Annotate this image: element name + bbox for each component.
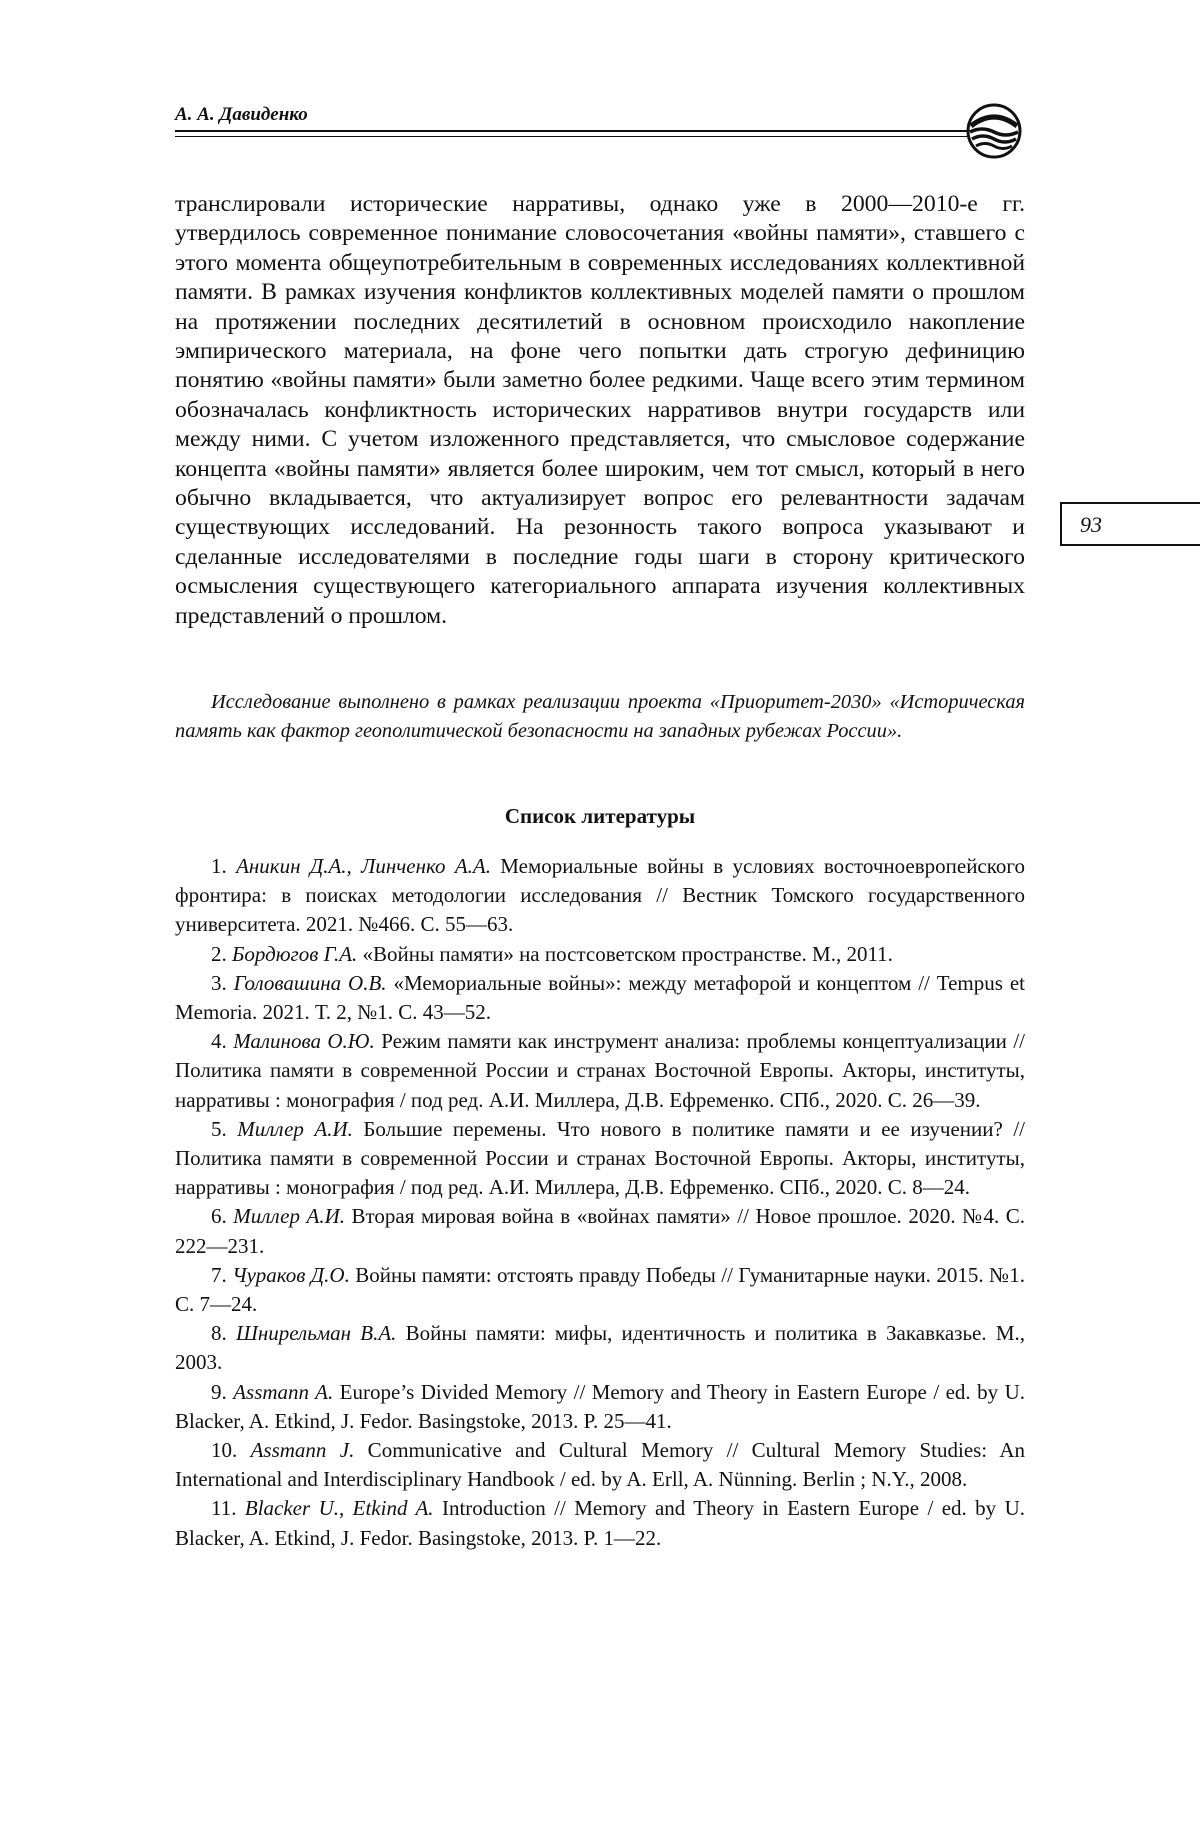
reference-text: Режим памяти как инструмент анализа: проблемы концептуализации // Политика памяти в современной России и странах Восточной Европы. Акторы, институты, нарративы : монография / под ред. А.И. Миллера, Д.В. Ефременко. СПб., 2020. С. 26—39. [175, 1029, 1025, 1112]
reference-authors: Малинова О.Ю. [233, 1029, 375, 1054]
funding-note: Исследование выполнено в рамках реализации проекта «Приоритет-2030» «Историческая память как фактор геополитической безопасности на западных рубежах России». [175, 691, 1025, 742]
reference-number: 2. [211, 941, 232, 966]
reference-item [175, 1319, 1025, 1377]
reference-item [175, 1378, 1025, 1436]
reference-text: Войны памяти: мифы, идентичность и политика в Закавказье. М., 2003. [175, 1321, 1025, 1375]
reference-text: Большие перемены. Что нового в политике памяти и ее изучении? // Политика памяти в современной России и странах Восточной Европы. Акторы, институты, нарративы : монография / под ред. А.И. Миллера, Д.В. Ефременко. СПб., 2020. С. 8—24. [175, 1116, 1025, 1200]
reference-item [175, 1436, 1025, 1494]
reference-authors: Assmann J. [250, 1438, 355, 1463]
reference-number: 9. [211, 1379, 234, 1404]
reference-authors: Миллер А.И. [237, 1116, 353, 1141]
reference-text: Europe’s Divided Memory // Memory and Theory in Eastern Europe / ed. by U. Blacker, A. Etkind, J. Fedor. Basingstoke, 2013. P. 25—41. [175, 1379, 1025, 1433]
reference-text: «Войны памяти» на постсоветском пространстве. М., 2011. [357, 941, 893, 966]
body-paragraph: транслировали исторические нарративы, однако уже в 2000—2010-е гг. утвердилось современное понимание словосочетания «войны памяти», ставшего с этого момента общеупотребительным в современных исследованиях коллективной памяти. В рамках изучения конфликтов коллективных моделей памяти о прошлом на протяжении последних десятилетий в основном происходило накопление эмпирического материала, на фоне чего попытки дать строгую дефиницию понятию «войны памяти» были заметно более редкими. Чаще всего этим термином обозначалась конфликтность исторических нарративов внутри государств или между ними. С учетом изложенного представляется, что смысловое содержание концепта «войны памяти» является более широким, чем тот смысл, который в него обычно вкладывается, что актуализирует вопрос его релевантности задачам существующих исследований. На резонность такого вопроса указывают и сделанные исследователями в последние годы шаги в сторону критического осмысления существующего категориального аппарата изучения коллективных представлений о прошлом. [175, 191, 1025, 629]
reference-number: 7. [211, 1262, 233, 1287]
reference-item [175, 852, 1025, 940]
reference-text: «Мемориальные войны»: между метафорой и концептом // Tempus et Memoria. 2021. Т. 2, №1. С. 43—52. [175, 970, 1025, 1025]
reference-number: 10. [211, 1438, 251, 1463]
reference-authors: Шнирельман В.А. [235, 1321, 397, 1346]
reference-number: 5. [211, 1116, 238, 1141]
header-rule-thin [175, 136, 970, 137]
references-list [175, 852, 1025, 1553]
page-number-tab [1060, 502, 1200, 546]
reference-item [175, 969, 1025, 1027]
reference-text: Introduction // Memory and Theory in Eastern Europe / ed. by U. Blacker, A. Etkind, J. Fedor. Basingstoke, 2013. P. 1—22. [175, 1496, 1025, 1550]
reference-item [175, 940, 1025, 969]
reference-authors: Чураков Д.О. [232, 1262, 350, 1287]
reference-authors: Головашина О.В. [233, 970, 387, 995]
reference-item [175, 1261, 1025, 1319]
reference-item [175, 1115, 1025, 1203]
reference-item [175, 1027, 1025, 1115]
reference-authors: Миллер А.И. [233, 1204, 345, 1229]
reference-number: 4. [211, 1029, 234, 1054]
reference-authors: Blacker U., Etkind A. [244, 1496, 434, 1521]
reference-authors: Assmann A. [233, 1379, 334, 1404]
header-rule [175, 130, 970, 132]
reference-number: 11. [211, 1496, 245, 1521]
reference-number: 3. [211, 970, 234, 995]
reference-number: 8. [211, 1321, 236, 1346]
reference-text: Мемориальные войны в условиях восточноевропейского фронтира: в поисках методологии исследования // Вестник Томского государственного университета. 2021. №466. С. 55—63. [175, 854, 1025, 937]
reference-text: Войны памяти: отстоять правду Победы // Гуманитарные науки. 2015. №1. С. 7—24. [175, 1262, 1026, 1317]
reference-number: 1. [211, 854, 237, 878]
reference-text: Communicative and Cultural Memory // Cultural Memory Studies: An International and Interdisciplinary Handbook / ed. by A. Erll, A. Nünning. Berlin ; N.Y., 2008. [175, 1438, 1025, 1492]
page-number: 93 [1080, 512, 1102, 537]
reference-item [175, 1494, 1025, 1552]
journal-logo-icon [965, 102, 1023, 160]
reference-authors: Бордюгов Г.А. [232, 941, 358, 966]
running-header [175, 100, 1025, 150]
reference-text: Вторая мировая война в «войнах памяти» // Новое прошлое. 2020. №4. С. 222—231. [175, 1204, 1025, 1258]
running-header-author: А. А. Давиденко [175, 104, 308, 125]
reference-number: 6. [211, 1204, 234, 1229]
reference-item [175, 1202, 1025, 1260]
references-title: Список литературы [504, 804, 696, 828]
reference-authors: Аникин Д.А., Линченко А.А. [236, 854, 491, 878]
